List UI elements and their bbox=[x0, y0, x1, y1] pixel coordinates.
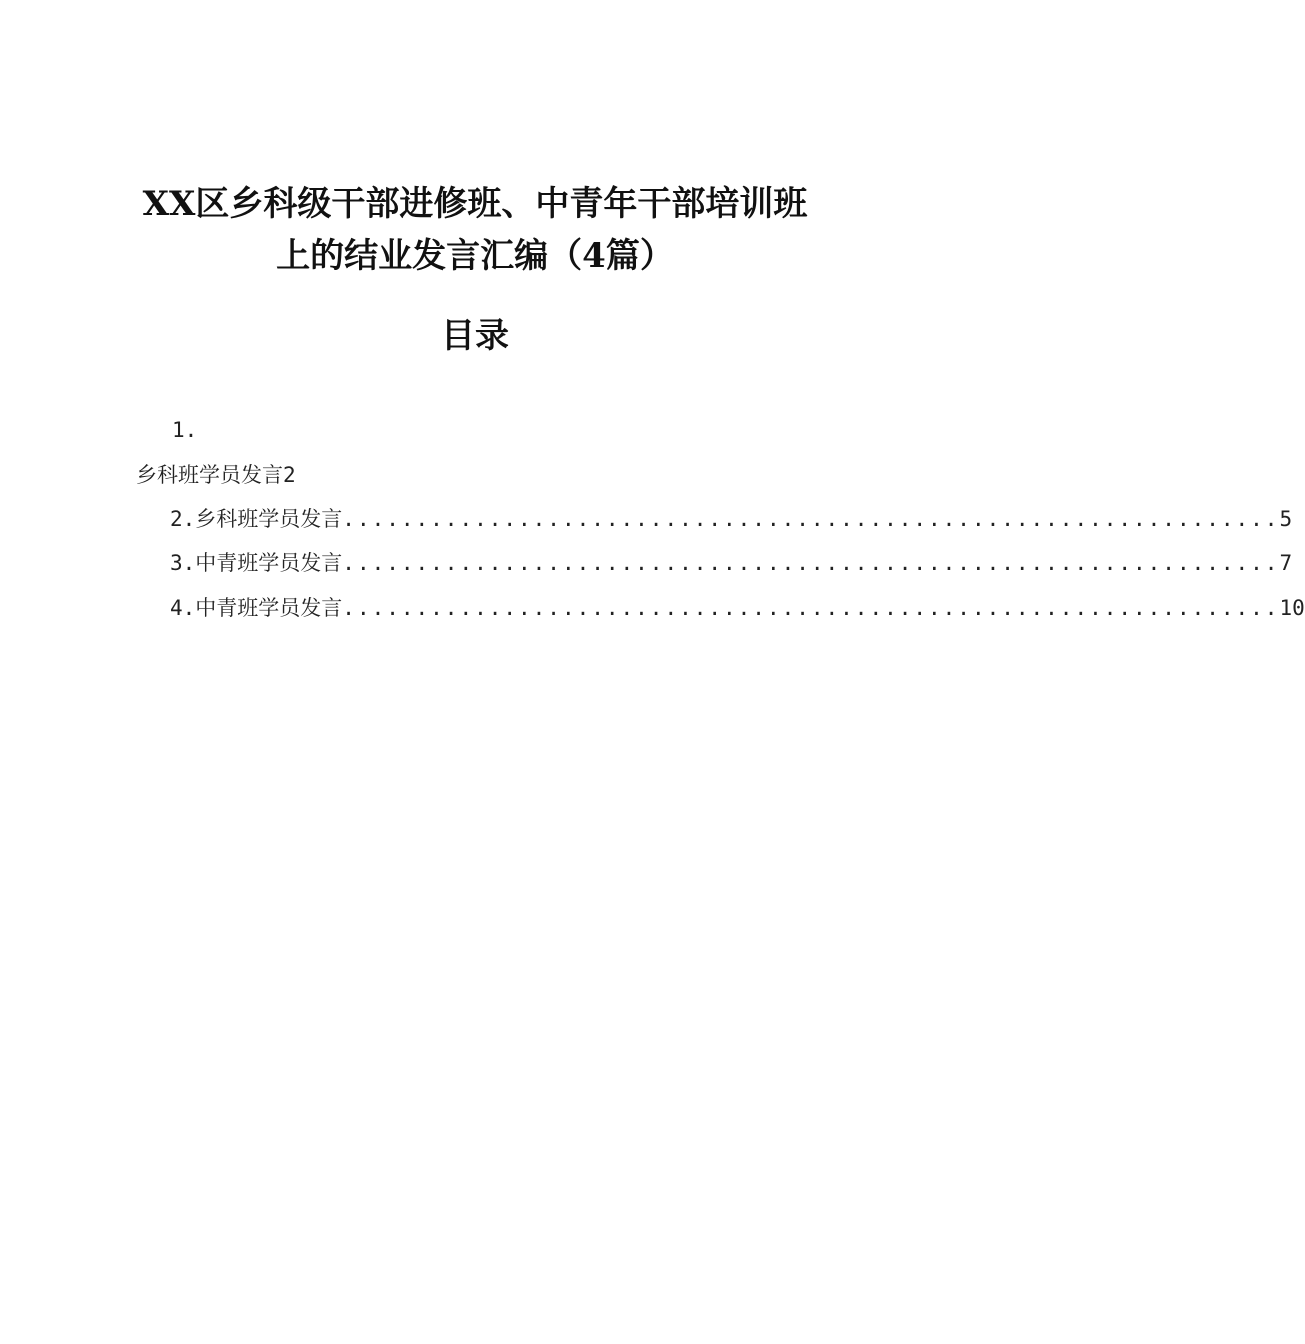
document-title bbox=[0, 178, 950, 282]
toc-entry-1-label: 乡科班学员发言 bbox=[136, 463, 283, 487]
toc-entry-1-number[interactable]: 1. bbox=[172, 418, 198, 442]
toc-entry-4-number: 4. bbox=[170, 596, 196, 620]
toc-entry-3-page: 7 bbox=[1279, 551, 1293, 575]
toc-entry-2-number: 2. bbox=[170, 507, 196, 531]
toc-entry-4-label: 中青班学员发言 bbox=[195, 596, 343, 620]
toc-entry-1-page: 2 bbox=[283, 463, 296, 487]
document-title-line-1: XX区乡科级干部进修班、中青年干部培训班 bbox=[142, 184, 808, 224]
toc-entry-3-leader: ................................................................ bbox=[342, 551, 1280, 575]
toc-entry-2-page: 5 bbox=[1279, 507, 1293, 531]
toc-heading: 目录 bbox=[441, 316, 509, 356]
toc-entry-4[interactable] bbox=[170, 593, 1305, 623]
toc-entry-3-number: 3. bbox=[170, 551, 196, 575]
toc-entry-3[interactable] bbox=[170, 548, 1293, 578]
document-title-line-2: 上的结业发言汇编（4篇） bbox=[276, 236, 674, 276]
toc-entry-3-label: 中青班学员发言 bbox=[195, 551, 343, 575]
toc-entry-4-page: 10 bbox=[1279, 596, 1305, 620]
toc-entry-1[interactable] bbox=[136, 460, 296, 490]
toc-entry-2[interactable] bbox=[170, 504, 1293, 534]
toc-entry-2-label: 乡科班学员发言 bbox=[195, 507, 343, 531]
toc-entry-2-leader: ................................................................ bbox=[342, 507, 1280, 531]
toc-entry-4-leader: ................................................................ bbox=[342, 596, 1280, 620]
